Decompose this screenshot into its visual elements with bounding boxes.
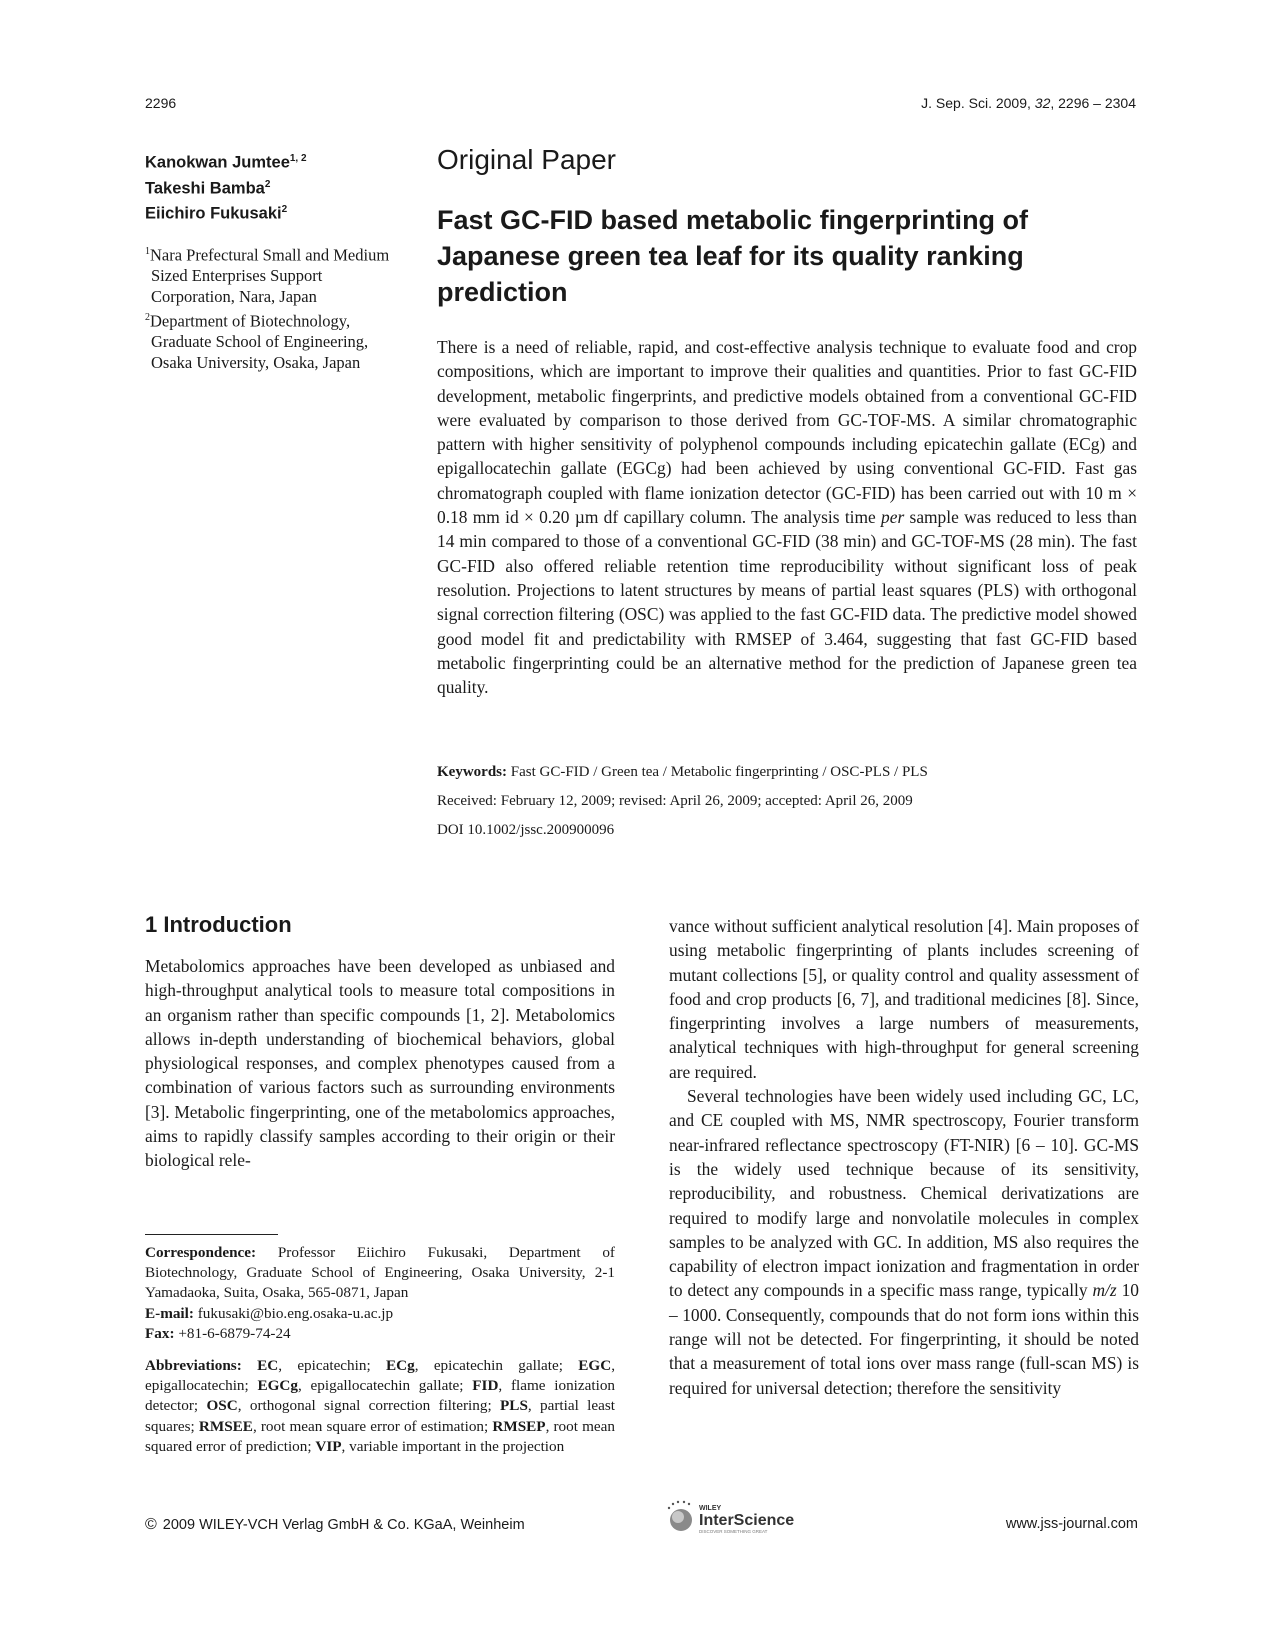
abbreviations-footnote — [145, 1356, 615, 1457]
keywords-text: Fast GC-FID / Green tea / Metabolic fingerprinting / OSC-PLS / PLS — [507, 764, 928, 780]
paragraph-italic: m/z — [1092, 1280, 1117, 1301]
abbreviation-definition: , partial least squares; — [145, 1397, 616, 1435]
affiliation-number: 1 — [145, 246, 150, 257]
author-name: Kanokwan Jumtee — [145, 153, 290, 172]
intro-left-column: Metabolomics approaches have been developed as unbiased and high-throughput analytical tools to measure total compositions in an organism rather than specific compounds [1, 2]. Metabolomics allows in-depth understanding of biochemical behaviors, global physiological responses, and complex phenotypes caused from a combination of various factors such as surrounding environments [3]. Metabolic fingerprinting, one of the metabolomics approaches, aims to rapidly classify samples according to their origin or their biological rele- — [145, 956, 615, 1171]
intro-right-column — [669, 914, 1139, 1400]
doi: DOI 10.1002/jssc.200900096 — [437, 822, 615, 838]
article-type: Original Paper — [437, 144, 616, 175]
abbreviation-term: EC — [257, 1357, 279, 1374]
abbreviation-definition: , epicatechin; — [278, 1357, 386, 1374]
affiliation-number: 2 — [145, 311, 150, 323]
abbreviation-definition: , variable important in the projection — [341, 1437, 565, 1455]
copyright-notice — [145, 1516, 525, 1534]
copyright-text: 2009 WILEY-VCH Verlag GmbH & Co. KGaA, Weinheim — [162, 1517, 525, 1533]
author — [145, 148, 395, 174]
abbreviation-term: FID — [472, 1377, 499, 1395]
keywords-label: Keywords: — [437, 764, 507, 780]
journal-url[interactable]: www.jss-journal.com — [1005, 1516, 1138, 1532]
email-line — [145, 1304, 615, 1324]
author-affiliation-mark: 2 — [264, 178, 271, 190]
abbreviation-term: ECg — [386, 1357, 415, 1374]
author-name: Eiichiro Fukusaki — [145, 204, 282, 223]
affiliation-text: Department of Biotechnology, Graduate School of Engineering, Osaka University, Osaka, Japan — [150, 311, 369, 372]
email-address[interactable]: fukusaki@bio.eng.osaka-u.ac.jp — [193, 1304, 394, 1322]
logo-tagline-text: DISCOVER SOMETHING GREAT — [699, 1529, 768, 1534]
author-list — [145, 148, 395, 225]
abbreviation-term: PLS — [500, 1397, 528, 1415]
paragraph — [669, 1084, 1139, 1400]
affiliation — [145, 308, 405, 374]
abbreviation-term: RMSEP — [492, 1417, 546, 1435]
footnote-divider — [145, 1234, 278, 1235]
paragraph-text: Several technologies have been widely used including GC, LC, and CE coupled with MS, NMR spectroscopy, Fourier transform near-infrared reflectance spectroscopy (FT-NIR) [6 – 10]. GC-MS is the widely used technique because of its sensitivity, reproducibility, and robustness. Chemical derivatizations are required to modify large and nonvolatile molecules in complex samples to be analyzed with GC. In addition, MS also requires the capability of electron impact ionization and fragmentation in order to detect any compounds in a specific mass range, typically — [669, 1086, 1139, 1301]
abbreviation-definition: , flame ionization detector; — [145, 1377, 616, 1415]
keywords — [437, 764, 1137, 781]
affiliation — [145, 242, 405, 308]
abbreviation-definition: , epigallocatechin; — [145, 1357, 616, 1395]
paragraph: vance without sufficient analytical resolution [4]. Main proposes of using metabolic fingerprinting of plants includes screening of mutant collections [5], or quality control and quality assessment of food and crop products [6, 7], and traditional medicines [8]. Since, fingerprinting involves a large numbers of measurements, analytical techniques with high-throughput for general screening are required. — [669, 916, 1139, 1082]
citation-pages: , 2296 – 2304 — [1050, 95, 1136, 111]
copyright-icon: © — [145, 1516, 157, 1533]
logo-wiley-text: WILEY — [699, 1505, 722, 1512]
abstract-italic: per — [881, 507, 905, 528]
correspondence-label: Correspondence: — [145, 1244, 257, 1261]
abbreviation-term: EGC — [578, 1357, 612, 1374]
abbreviations-label: Abbreviations: — [145, 1357, 242, 1374]
abstract — [437, 335, 1137, 699]
page-number: 2296 — [145, 95, 177, 111]
article-title: Fast GC-FID based metabolic fingerprinting of Japanese green tea leaf for its quality ranking prediction — [437, 205, 1029, 307]
abbreviation-definition: , epigallocatechin gallate; — [298, 1377, 473, 1395]
abbreviation-definition: , root mean squared error of prediction; — [145, 1417, 616, 1455]
affiliation-list — [145, 242, 405, 374]
correspondence-text: Professor Eiichiro Fukusaki, Department of Biotechnology, Graduate School of Engineering, Osaka University, 2-1 Yamadaoka, Suita, Osaka, 565-0871, Japan — [145, 1244, 615, 1302]
wiley-interscience-logo — [667, 1500, 817, 1536]
citation-volume: 32 — [1034, 95, 1051, 111]
fax-number: +81-6-6879-74-24 — [174, 1324, 291, 1342]
fax-line — [145, 1324, 615, 1344]
journal-citation — [921, 95, 1136, 111]
abbreviation-definition: , orthogonal signal correction filtering; — [237, 1397, 501, 1415]
author-affiliation-mark: 1, 2 — [289, 153, 307, 164]
fax-label: Fax: — [145, 1324, 175, 1342]
abbreviation-term: OSC — [206, 1397, 238, 1415]
correspondence-footnote — [145, 1243, 615, 1344]
email-label: E-mail: — [145, 1304, 194, 1322]
affiliation-text: Nara Prefectural Small and Medium Sized Enterprises Support Corporation, Nara, Japan — [150, 245, 390, 307]
author-name: Takeshi Bamba — [145, 179, 265, 197]
author — [145, 174, 395, 200]
author-affiliation-mark: 2 — [281, 204, 288, 215]
section-heading: 1 Introduction — [145, 912, 292, 937]
logo-globe-highlight-icon — [672, 1511, 684, 1523]
abstract-text: There is a need of reliable, rapid, and cost-effective analysis technique to evaluate food and crop compositions, which are important to improve their qualities and quantities. Prior to fast GC-FID development, metabolic fingerprints, and predictive models obtained from a conventional GC-FID were evaluated by comparison to those derived from GC-TOF-MS. A similar chromatographic pattern with higher sensitivity of polyphenol compounds including epicatechin gallate (ECg) and epigallocatechin gallate (EGCg) had been achieved by using conventional GC-FID. Fast gas chromatograph coupled with flame ionization detector (GC-FID) has been carried out with 10 m × 0.18 mm id × 0.20 µm df capillary column. The analysis time — [437, 337, 1137, 528]
abbreviation-definition: , root mean square error of estimation; — [252, 1417, 493, 1435]
abbreviation-definition: , epicatechin gallate; — [414, 1357, 579, 1374]
author — [145, 199, 395, 225]
paragraph-text: 10 – 1000. Consequently, compounds that do not form ions within this range will not be detected. For fingerprinting, it should be noted that a measurement of total ions over mass range (full-scan MS) is required for universal detection; therefore the sensitivity — [669, 1280, 1139, 1398]
correspondence-address — [145, 1243, 615, 1304]
received-dates: Received: February 12, 2009; revised: April 26, 2009; accepted: April 26, 2009 — [437, 793, 913, 809]
abbreviation-term: RMSEE — [198, 1417, 253, 1435]
logo-interscience-text: InterScience — [699, 1512, 795, 1529]
abbreviation-term: VIP — [315, 1437, 342, 1455]
citation-journal-year: J. Sep. Sci. 2009, — [921, 95, 1035, 111]
abstract-text: sample was reduced to less than 14 min compared to those of a conventional GC-FID (38 min) and GC-TOF-MS (28 min). The fast GC-FID also offered reliable retention time reproducibility without significant loss of peak resolution. Projections to latent structures by means of partial least squares (PLS) with orthogonal signal correction filtering (OSC) was applied to the fast GC-FID data. The predictive model showed good model fit and predictability with RMSEP of 3.464, suggesting that fast GC-FID based metabolic fingerprinting could be an alternative method for the prediction of Japanese green tea quality. — [437, 507, 1137, 698]
abbreviation-term: EGCg — [257, 1377, 298, 1395]
